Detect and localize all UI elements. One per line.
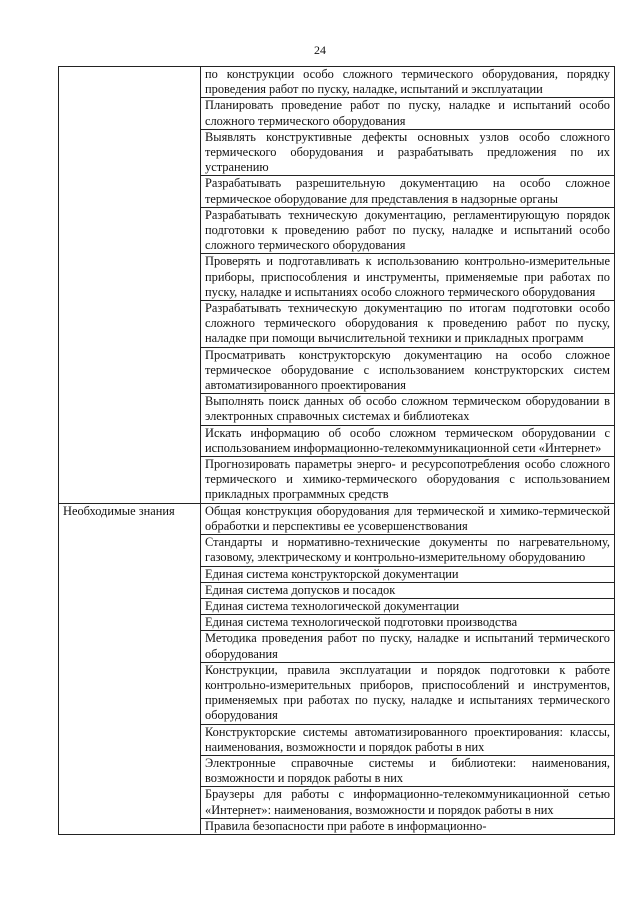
requirement-cell: Единая система технологической подготовки производства <box>201 615 615 631</box>
requirement-cell: Конструкторские системы автоматизированного проектирования: классы, наименования, возможности и порядок работы в них <box>201 724 615 755</box>
requirement-cell: Разрабатывать техническую документацию по итогам подготовки особо сложного термического оборудования к проведению работ по пуску, наладке при помощи вычислительной техники и прикладных программ <box>201 301 615 348</box>
requirement-cell: Конструкции, правила эксплуатации и порядок подготовки к работе контрольно-измерительных приборов, приспособлений и инструментов, применяемых при работах по пуску, наладке и испытаниях термического оборудования <box>201 662 615 724</box>
section-label: Необходимые знания <box>63 503 175 518</box>
requirement-cell: Правила безопасности при работе в информационно- <box>201 818 615 834</box>
requirement-cell: Выявлять конструктивные дефекты основных узлов особо сложного термического оборудования и разрабатывать предложения по их устранению <box>201 129 615 176</box>
page-number: 24 <box>314 43 326 57</box>
requirement-cell: Прогнозировать параметры энерго- и ресурсопотребления особо сложного термического и химико-термического оборудования с использованием прикладных программных средств <box>201 457 615 504</box>
requirement-cell: Общая конструкция оборудования для термической и химико-термической обработки и перспективы ее усовершенствования <box>201 503 615 534</box>
requirement-cell: Выполнять поиск данных об особо сложном термическом оборудовании в электронных справочных системах и библиотеках <box>201 394 615 425</box>
section-label-cell <box>59 67 201 504</box>
requirement-cell: Электронные справочные системы и библиотеки: наименования, возможности и порядок работы в них <box>201 755 615 786</box>
section-label-cell <box>59 503 201 834</box>
competency-table-body <box>59 67 615 835</box>
requirement-cell: Браузеры для работы с информационно-телекоммуникационной сетью «Интернет»: наименования, возможности и порядок работы в них <box>201 787 615 818</box>
requirement-cell: Планировать проведение работ по пуску, наладке и испытаний особо сложного термического оборудования <box>201 98 615 129</box>
requirement-cell: Разрабатывать техническую документацию, регламентирующую порядок подготовки к проведению работ по пуску, наладке и испытаний особо сложного термического оборудования <box>201 207 615 254</box>
requirement-cell: Методика проведения работ по пуску, наладке и испытаний термического оборудования <box>201 631 615 662</box>
requirement-cell: Разрабатывать разрешительную документацию на особо сложное термическое оборудование для представления в надзорные органы <box>201 176 615 207</box>
competency-table <box>58 66 615 835</box>
requirement-cell: Проверять и подготавливать к использованию контрольно-измерительные приборы, приспособления и инструменты, применяемые при работах по пуску, наладке и испытаниях особо сложного термического оборудования <box>201 254 615 301</box>
requirement-cell: Стандарты и нормативно-технические документы по нагревательному, газовому, электрическому и контрольно-измерительному оборудованию <box>201 535 615 566</box>
requirement-cell: Искать информацию об особо сложном термическом оборудовании с использованием информационно-телекоммуникационной сети «Интернет» <box>201 425 615 456</box>
table-row <box>59 67 615 98</box>
requirement-cell: Единая система конструкторской документации <box>201 566 615 582</box>
requirement-cell: Единая система допусков и посадок <box>201 582 615 598</box>
requirement-cell: Единая система технологической документации <box>201 598 615 614</box>
requirement-cell: Просматривать конструкторскую документацию на особо сложное термическое оборудование с использованием конструкторских систем автоматизированного проектирования <box>201 347 615 394</box>
requirement-cell: по конструкции особо сложного термического оборудования, порядку проведения работ по пуску, наладке, испытаний и эксплуатации <box>201 67 615 98</box>
table-row <box>59 503 615 534</box>
